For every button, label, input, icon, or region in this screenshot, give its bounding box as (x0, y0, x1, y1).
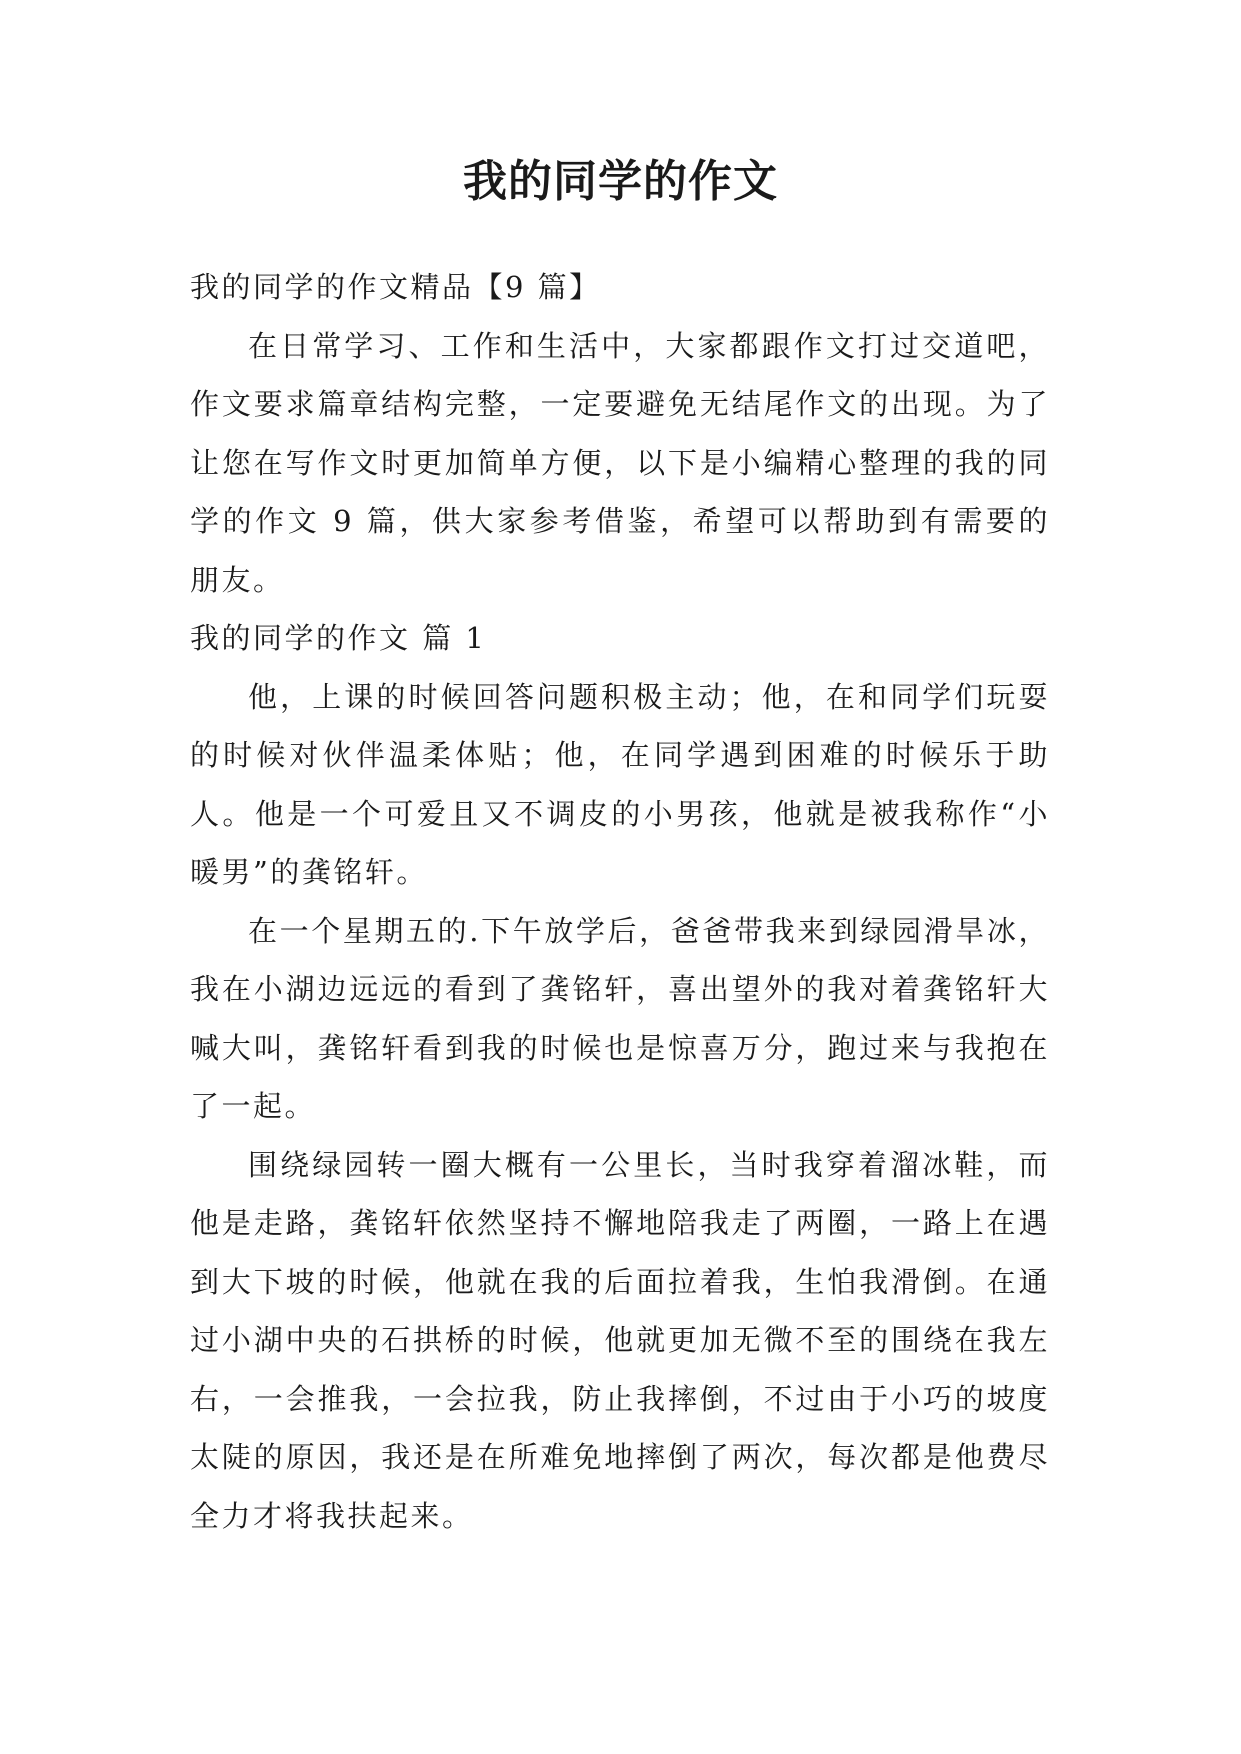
document-title: 我的同学的作文 (463, 156, 778, 207)
document-body (190, 258, 1050, 1545)
document-subtitle: 我的同学的作文精品【9 篇】 (190, 270, 601, 304)
body-paragraph-3: 围绕绿园转一圈大概有一公里长，当时我穿着溜冰鞋，而他是走路，龚铭轩依然坚持不懈地陪我走了两圈，一路上在遇到大下坡的时候，他就在我的后面拉着我，生怕我滑倒。在通过小湖中央的石拱桥的时候，他就更加无微不至的围绕在我左右，一会推我，一会拉我，防止我摔倒，不过由于小巧的坡度太陡的原因，我还是在所难免地摔倒了两次，每次都是他费尽全力才将我扶起来。 (190, 1147, 1050, 1533)
body-paragraph-1: 他，上课的时候回答问题积极主动；他，在和同学们玩耍的时候对伙伴温柔体贴；他，在同学遇到困难的时候乐于助人。他是一个可爱且又不调皮的小男孩，他就是被我称作“小暖男”的龚铭轩。 (190, 679, 1050, 889)
section-heading: 我的同学的作文 篇 1 (190, 621, 487, 655)
body-paragraph-2: 在一个星期五的.下午放学后，爸爸带我来到绿园滑旱冰，我在小湖边远远的看到了龚铭轩，喜出望外的我对着龚铭轩大喊大叫，龚铭轩看到我的时候也是惊喜万分，跑过来与我抱在了一起。 (190, 913, 1050, 1123)
intro-paragraph: 在日常学习、工作和生活中，大家都跟作文打过交道吧，作文要求篇章结构完整，一定要避免无结尾作文的出现。为了让您在写作文时更加简单方便，以下是小编精心整理的我的同学的作文 9 篇，供大家参考借鉴，希望可以帮助到有需要的朋友。 (190, 328, 1050, 597)
